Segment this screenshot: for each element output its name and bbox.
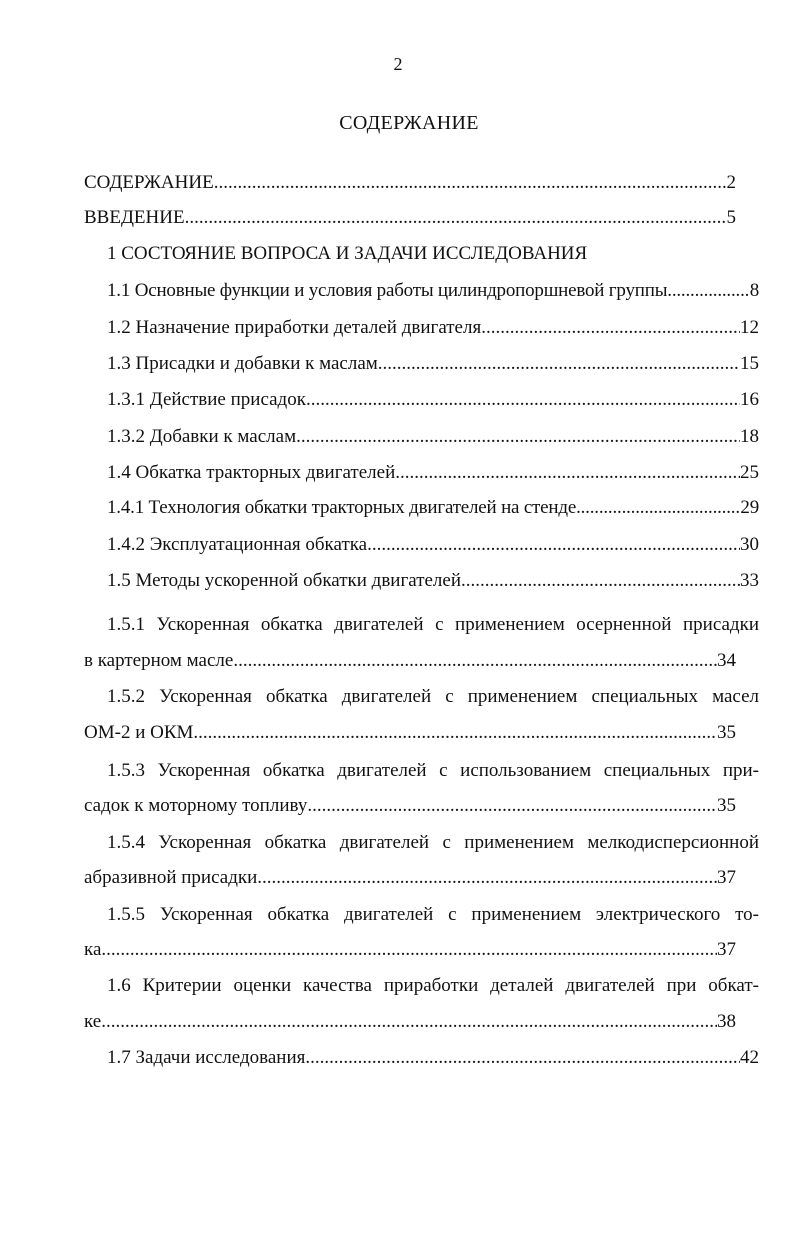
toc-entry-1-3[interactable] (84, 350, 759, 378)
dot-leader (296, 423, 740, 451)
toc-entry-page: 34 (717, 650, 736, 671)
dot-leader (233, 647, 717, 675)
toc-entry-label: 1.3.1 Действие присадок (107, 389, 306, 410)
toc-entry-1-6-cont[interactable] (84, 1008, 736, 1036)
dot-leader (461, 567, 740, 595)
toc-entry-page: 37 (717, 939, 736, 960)
toc-entry-1-5-2[interactable]: 1.5.2 Ускоренная обкатка двигателей с применением специальных масел (107, 686, 759, 707)
toc-entry-1-5-5-cont[interactable] (84, 936, 736, 964)
dot-leader (214, 169, 727, 197)
toc-entry-page: 38 (717, 1011, 736, 1032)
toc-entry-page: 33 (740, 570, 759, 591)
toc-entry-introduction[interactable] (84, 204, 736, 232)
toc-entry-page: 37 (717, 867, 736, 888)
toc-entry-1-6[interactable]: 1.6 Критерии оценки качества приработки деталей двигателей при обкат- (107, 975, 759, 996)
toc-entry-label: 1.4.1 Технология обкатки тракторных двигателей на стенде (107, 497, 577, 518)
toc-entry-page: 35 (717, 795, 736, 816)
toc-entry-page: 29 (740, 497, 759, 518)
toc-entry-1-5-4[interactable]: 1.5.4 Ускоренная обкатка двигателей с применением мелкодисперсионной (107, 832, 759, 853)
toc-entry-page: 2 (726, 172, 736, 193)
dot-leader (481, 314, 740, 342)
toc-chapter-heading[interactable] (84, 240, 759, 268)
toc-entry-page: 8 (749, 280, 759, 301)
dot-leader (307, 792, 717, 820)
toc-entry-label: 1.4 Обкатка тракторных двигателей (107, 462, 396, 483)
toc-entry-1-3-2[interactable] (84, 423, 759, 451)
page-title: СОДЕРЖАНИЕ (339, 112, 479, 134)
dot-leader (576, 494, 740, 522)
toc-entry-contents[interactable] (84, 169, 736, 197)
toc-entry-1-5-1[interactable]: 1.5.1 Ускоренная обкатка двигателей с применением осерненной присадки (107, 614, 759, 635)
dot-leader (305, 1044, 740, 1072)
toc-entry-1-2[interactable] (84, 314, 759, 342)
toc-entry-label: абразивной присадки (84, 867, 258, 888)
toc-entry-1-4[interactable] (84, 459, 759, 487)
dot-leader (367, 531, 740, 559)
toc-entry-label: 1.4.2 Эксплуатационная обкатка (107, 534, 368, 555)
toc-entry-label: 1.3.2 Добавки к маслам (107, 426, 297, 447)
toc-entry-page: 16 (740, 389, 759, 410)
toc-entry-label: садок к моторному топливу (84, 795, 308, 816)
page-number: 2 (393, 54, 403, 74)
toc-entry-label: ка (84, 939, 102, 960)
dot-leader (185, 204, 727, 232)
toc-entry-label: ВВЕДЕНИЕ (84, 207, 185, 228)
toc-entry-1-5-1-cont[interactable] (84, 647, 736, 675)
dot-leader (395, 459, 740, 487)
toc-entry-1-5-5[interactable]: 1.5.5 Ускоренная обкатка двигателей с применением электрического то- (107, 904, 759, 925)
toc-entry-label: СОДЕРЖАНИЕ (84, 172, 214, 193)
toc-entry-label: 1.5 Методы ускоренной обкатки двигателей (107, 570, 462, 591)
toc-entry-1-1[interactable] (84, 277, 759, 305)
dot-leader (101, 1008, 717, 1036)
dot-leader (101, 936, 717, 964)
toc-entry-label: 1 СОСТОЯНИЕ ВОПРОСА И ЗАДАЧИ ИССЛЕДОВАНИЯ (107, 243, 588, 264)
dot-leader (257, 864, 717, 892)
toc-entry-page: 42 (740, 1047, 759, 1068)
toc-entry-page: 5 (726, 207, 736, 228)
toc-entry-1-5[interactable] (84, 567, 759, 595)
toc-entry-1-5-3[interactable]: 1.5.3 Ускоренная обкатка двигателей с использованием специальных при- (107, 760, 759, 781)
toc-entry-label: ОМ-2 и ОКМ (84, 722, 194, 743)
toc-entry-page: 25 (740, 462, 759, 483)
toc-entry-1-5-2-cont[interactable] (84, 719, 736, 747)
toc-entry-1-4-2[interactable] (84, 531, 759, 559)
toc-entry-page: 30 (740, 534, 759, 555)
toc-entry-label: 1.2 Назначение приработки деталей двигателя (107, 317, 482, 338)
toc-entry-page: 12 (740, 317, 759, 338)
dot-leader (193, 719, 717, 747)
toc-entry-1-7[interactable] (84, 1044, 759, 1072)
toc-entry-1-4-1[interactable] (84, 494, 759, 522)
dot-leader (378, 350, 740, 378)
toc-entry-label: ке (84, 1011, 102, 1032)
toc-entry-page: 35 (717, 722, 736, 743)
toc-entry-label: 1.7 Задачи исследования (107, 1047, 306, 1068)
toc-entry-page: 18 (740, 426, 759, 447)
toc-entry-1-3-1[interactable] (84, 386, 759, 414)
toc-entry-label: в картерном масле (84, 650, 234, 671)
toc-entry-label: 1.3 Присадки и добавки к маслам (107, 353, 378, 374)
toc-entry-1-5-3-cont[interactable] (84, 792, 736, 820)
toc-entry-1-5-4-cont[interactable] (84, 864, 736, 892)
dot-leader (306, 386, 740, 414)
toc-entry-page: 15 (740, 353, 759, 374)
toc-entry-label: 1.1 Основные функции и условия работы цилиндропоршневой группы (107, 280, 668, 301)
dot-leader (667, 277, 749, 305)
